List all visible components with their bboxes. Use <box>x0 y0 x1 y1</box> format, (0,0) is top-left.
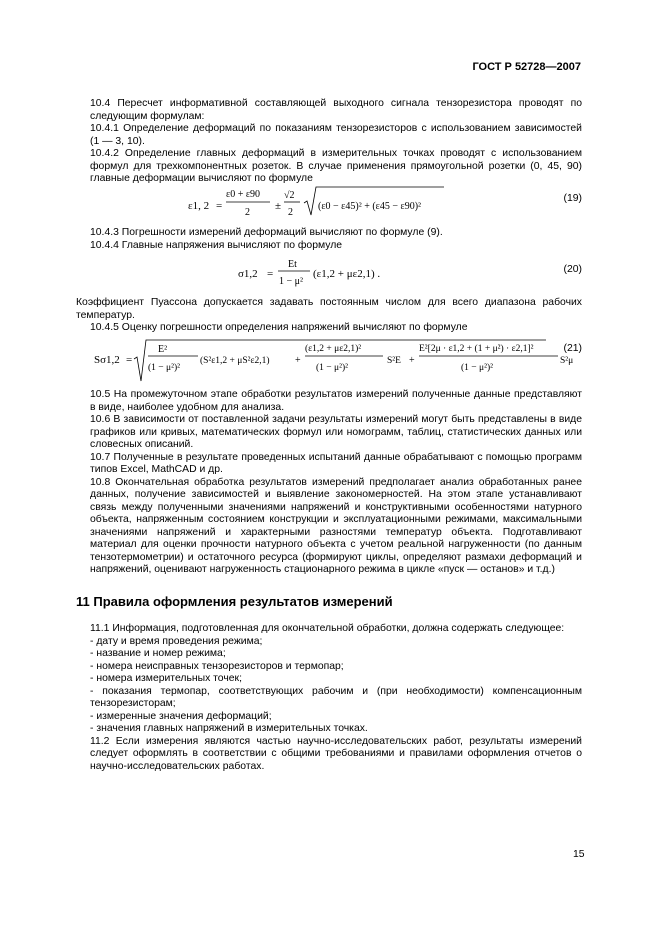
text-block-3 <box>76 297 582 335</box>
formula-21 <box>76 337 582 383</box>
eq19-pm: ± <box>275 200 282 212</box>
list-item: - номера измерительных точек; <box>90 673 242 684</box>
eq21-t1-num: E² <box>158 344 168 355</box>
eq21-number: (21) <box>563 343 582 354</box>
para-10-6: 10.6 В зависимости от поставленной задачи результаты измерений могут быть представлены в виде графиков или кривых, математических формул или номограмм, таблиц, статистических данных или словесных описаний. <box>90 414 582 450</box>
text-block-top <box>76 98 582 186</box>
eq20-number: (20) <box>563 264 582 275</box>
para-11-2: 11.2 Если измерения являются частью научно-исследовательских работ, результаты измерений следует оформлять в соответствии с общими требованиями и правилами оформления отчетов о научно-исследовательских работах. <box>90 735 582 772</box>
para-10-4-4: 10.4.4 Главные напряжения вычисляют по формуле <box>90 239 343 251</box>
eq21-plus-2: + <box>409 355 415 366</box>
eq19-num1: ε0 + ε90 <box>226 189 261 200</box>
formula-20-graphic <box>76 254 582 294</box>
eq21-plus-1: + <box>295 355 301 366</box>
eq21-t2-num: (ε1,2 + με2,1)² <box>305 344 362 354</box>
eq21-t3-num: E²[2μ · ε1,2 + (1 + μ²) · ε2,1]² <box>419 344 534 354</box>
eq21-t1-body: (S²ε1,2 + μS²ε2,1) <box>200 356 270 366</box>
eq21-t3-den: (1 − μ²)² <box>461 363 493 373</box>
section-11-title: 11 Правила оформления результатов измерений <box>76 594 393 609</box>
eq19-lhs: ε1, 2 <box>188 200 210 212</box>
eq19-root: (ε0 − ε45)² + (ε45 − ε90)² <box>318 201 422 212</box>
list-item: - номера неисправных тензорезисторов и термопар; <box>90 660 344 672</box>
eq19-equals: = <box>216 200 223 212</box>
eq20-rhs: (ε1,2 + με2,1) . <box>313 268 381 280</box>
text-block-2 <box>76 227 582 252</box>
eq19-sqrt2: √2 <box>284 190 295 201</box>
eq19-number: (19) <box>563 193 582 204</box>
para-10-4: 10.4 Пересчет информативной составляющей выходного сигнала тензорезистора проводят по следующим формулам: <box>90 98 582 122</box>
eq21-t1-den: (1 − μ²)² <box>148 363 180 373</box>
para-10-4-3: 10.4.3 Погрешности измерений деформаций вычисляют по формуле (9). <box>90 227 443 238</box>
para-10-4-2: 10.4.2 Определение главных деформаций в измерительных точках проводят с использованием формул для трехкомпонентных розеток. В случае применения прямоугольной розетки (0, 45, 90) главные деформации вычисляют по формуле <box>90 148 582 184</box>
eq21-t3-body: S²μ <box>560 356 574 366</box>
list-item: - показания термопар, соответствующих рабочим и (при необходимости) компенсационным тензорезисторам; <box>90 685 582 709</box>
formula-19-graphic <box>76 183 582 223</box>
eq20-equals: = <box>267 268 274 280</box>
eq21-t2-body: S²E <box>387 356 401 366</box>
text-block-5 <box>76 623 582 773</box>
eq20-num: Et <box>288 259 297 270</box>
list-item: - название и номер режима; <box>90 648 226 659</box>
page-number: 15 <box>573 849 585 860</box>
list-item: - дату и время проведения режима; <box>90 635 263 647</box>
formula-20 <box>76 254 582 294</box>
para-10-8: 10.8 Окончательная обработка результатов измерений предполагает анализ обработанных ранее данных, получение зависимостей и выявление закономерностей. На этом этапе устанавливают связь между полученными значениями напряжений и конструктивными особенностями натурного объекта, напряженным состоянием конструкции и эксплуатационными режимами, максимальными значениями напряжений и характерными разностями температур объекта. Подготавливают материал для оценки прочности натурного объекта с учетом реальной нагруженности (по данным тензотермометрии) и остаточного ресурса (формируют циклы, определяют размахи деформаций и напряжений, оценивают нагруженность стационарного режима в цикле «пуск — останов» и т.д.) <box>90 476 582 575</box>
para-10-4-1: 10.4.1 Определение деформаций по показаниям тензорезисторов с использованием зависимостей (1 — 3, 10). <box>90 123 582 147</box>
eq20-lhs: σ1,2 <box>238 268 258 280</box>
eq21-t2-den: (1 − μ²)² <box>316 363 348 373</box>
eq21-equals: = <box>126 354 133 366</box>
list-item: - значения главных напряжений в измерительных точках. <box>90 723 368 734</box>
eq19-den1: 2 <box>245 207 250 218</box>
standard-header: ГОСТ Р 52728—2007 <box>472 61 581 73</box>
para-10-4-5: 10.4.5 Оценку погрешности определения напряжений вычисляют по формуле <box>90 322 468 333</box>
para-10-7: 10.7 Полученные в результате проведенных испытаний данные обрабатывают с помощью программ типов Excel, MathCAD и др. <box>90 451 582 475</box>
eq19-den2: 2 <box>288 207 293 218</box>
text-block-4 <box>76 389 582 577</box>
formula-19 <box>76 183 582 223</box>
eq20-den: 1 − μ² <box>279 276 303 287</box>
eq21-lhs: Sσ1,2 <box>94 354 120 366</box>
para-11-1: 11.1 Информация, подготовленная для окончательной обработки, должна содержать следующее: <box>90 623 565 634</box>
para-10-5: 10.5 На промежуточном этапе обработки результатов измерений полученные данные представляют в виде, наиболее удобном для анализа. <box>90 389 582 413</box>
formula-21-graphic <box>76 337 582 383</box>
list-item: - измеренные значения деформаций; <box>90 710 272 722</box>
para-poisson: Коэффициент Пуассона допускается задавать постоянным числом для всего диапазона рабочих температур. <box>76 297 582 321</box>
